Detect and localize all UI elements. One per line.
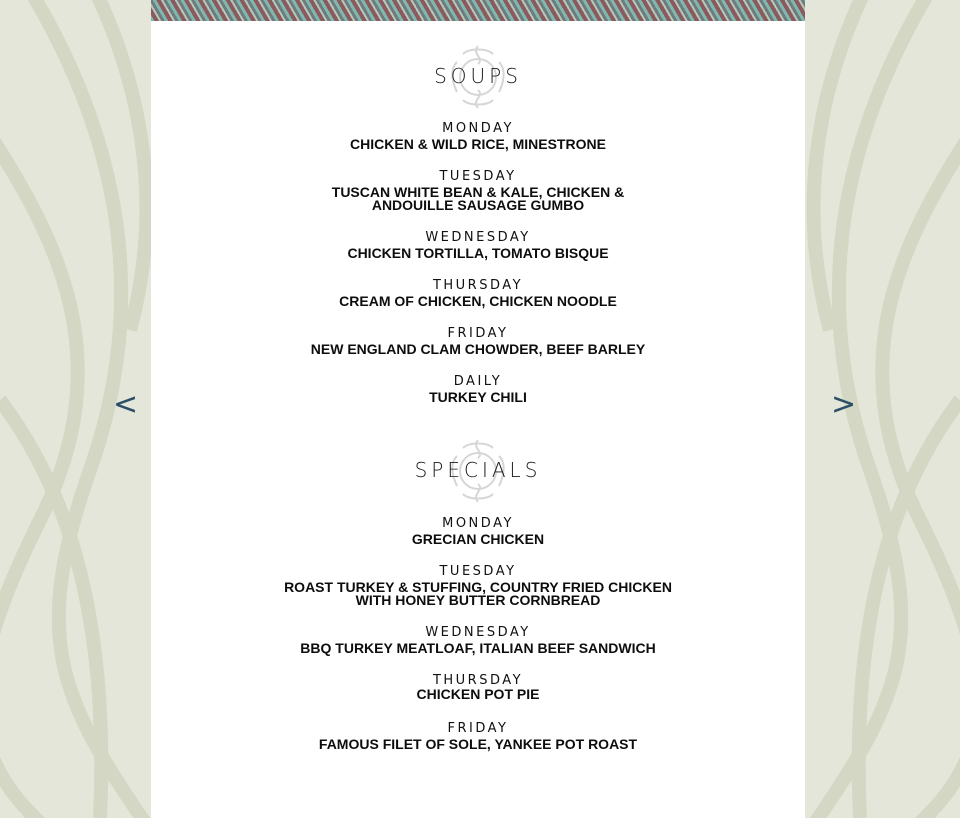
soup-entry (151, 230, 805, 260)
soup-dish: CREAM OF CHICKEN, CHICKEN NOODLE (339, 293, 617, 309)
soup-entry (151, 169, 805, 212)
special-dish: FAMOUS FILET OF SOLE, YANKEE POT ROAST (318, 736, 638, 752)
special-day: FRIDAY (447, 721, 509, 736)
special-day: WEDNESDAY (425, 625, 531, 640)
special-dish: GRECIAN CHICKEN (411, 531, 545, 547)
decorative-banner (151, 0, 805, 21)
menu-card (151, 0, 805, 818)
soup-day: MONDAY (442, 121, 514, 136)
soup-entry (151, 374, 805, 404)
special-dish-line1: ROAST TURKEY & STUFFING, COUNTRY FRIED CHICKEN (284, 579, 672, 595)
soup-entry (151, 278, 805, 308)
prev-arrow-button[interactable] (113, 388, 138, 422)
soup-day: DAILY (453, 374, 503, 389)
soup-entry (151, 121, 805, 151)
soup-entry (151, 326, 805, 356)
soup-day: THURSDAY (432, 278, 524, 293)
special-dish-line2: WITH HONEY BUTTER CORNBREAD (355, 592, 601, 608)
special-day: THURSDAY (432, 673, 524, 688)
soup-dish: TURKEY CHILI (429, 389, 527, 405)
special-day: MONDAY (442, 516, 514, 531)
specials-title: SPECIALS (414, 458, 542, 482)
special-day: TUESDAY (439, 564, 517, 579)
soups-title: SOUPS (434, 64, 522, 88)
soup-day: TUESDAY (439, 169, 517, 184)
soups-header (151, 44, 805, 110)
chevron-left-icon: < (113, 387, 139, 422)
soup-day: WEDNESDAY (425, 230, 531, 245)
soup-dish-line2: ANDOUILLE SAUSAGE GUMBO (371, 197, 585, 213)
chevron-right-icon: > (831, 387, 857, 422)
soup-dish: CHICKEN TORTILLA, TOMATO BISQUE (347, 245, 609, 261)
soup-dish: NEW ENGLAND CLAM CHOWDER, BEEF BARLEY (310, 341, 646, 357)
special-dish: CHICKEN POT PIE (416, 686, 540, 702)
special-entry (151, 673, 805, 701)
special-entry (151, 625, 805, 655)
special-entry (151, 516, 805, 546)
soup-day: FRIDAY (447, 326, 509, 341)
specials-header (151, 438, 805, 504)
special-entry (151, 564, 805, 607)
soup-dish: CHICKEN & WILD RICE, MINESTRONE (350, 136, 606, 152)
special-dish: BBQ TURKEY MEATLOAF, ITALIAN BEEF SANDWICH (300, 640, 656, 656)
next-arrow-button[interactable] (831, 388, 856, 422)
soup-dish-line1: TUSCAN WHITE BEAN & KALE, CHICKEN & (331, 184, 625, 200)
special-entry (151, 721, 805, 751)
